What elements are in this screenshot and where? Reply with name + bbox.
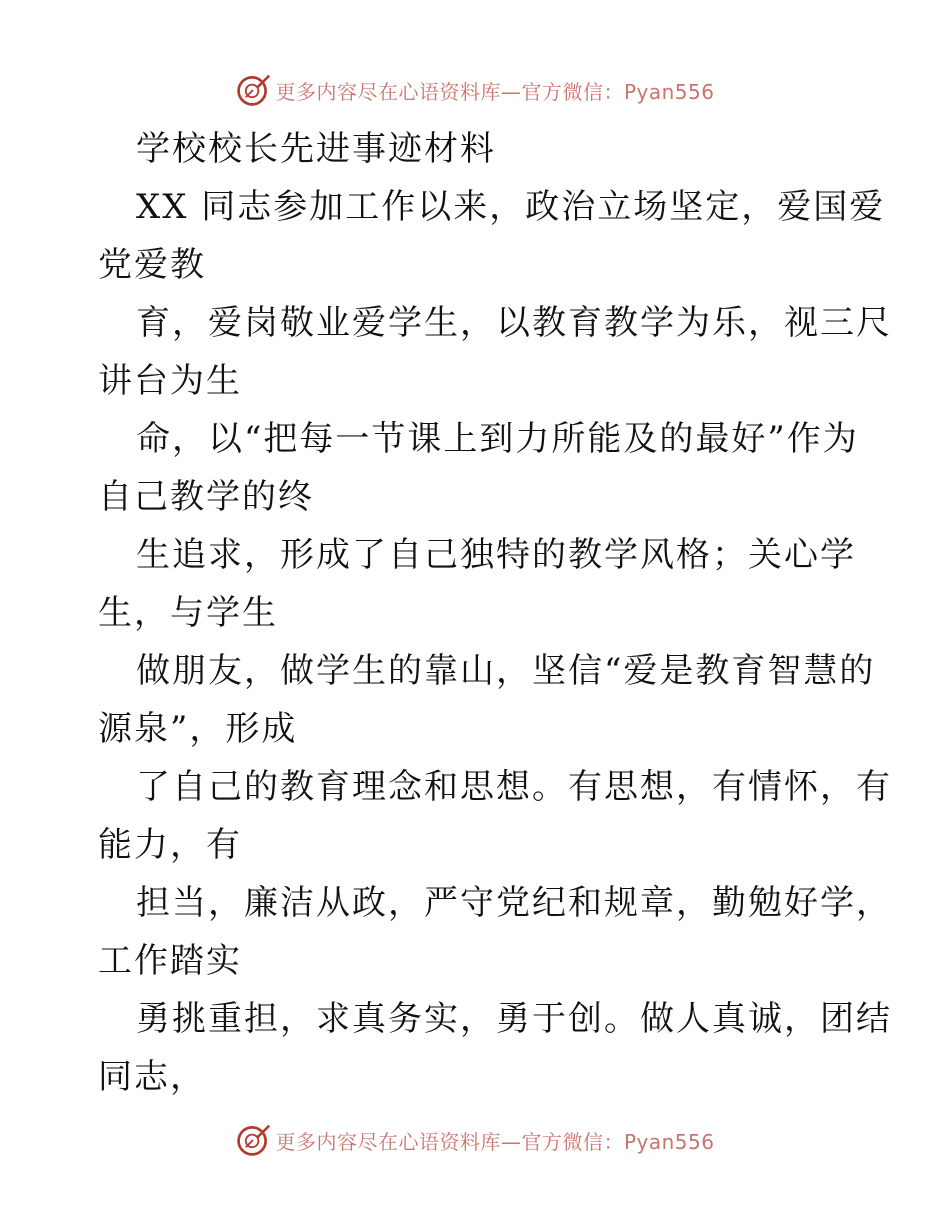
watermark-text: 更多内容尽在心语资料库—官方微信：Pyan556 <box>275 79 715 104</box>
document-body <box>98 120 892 1106</box>
footer-watermark <box>0 1120 950 1160</box>
pen-logo-icon <box>235 72 271 108</box>
paragraph-line: 了自己的教育理念和思想。有思想，有情怀，有 <box>136 767 892 807</box>
header-watermark <box>0 70 950 110</box>
paragraph-line: 自己教学的终 <box>98 477 314 517</box>
paragraph-line: 生追求，形成了自己独特的教学风格；关心学 <box>136 535 856 575</box>
paragraph-line: 命，以“把每一节课上到力所能及的最好”作为 <box>136 419 859 459</box>
watermark-text: 更多内容尽在心语资料库—官方微信：Pyan556 <box>275 1129 715 1154</box>
paragraph-line: XX 同志参加工作以来，政治立场坚定，爱国爱 <box>136 187 886 227</box>
paragraph-line: 做朋友，做学生的靠山，坚信“爱是教育智慧的 <box>136 651 876 691</box>
document-title: 学校校长先进事迹材料 <box>136 129 496 169</box>
paragraph-line: 育，爱岗敬业爱学生，以教育教学为乐，视三尺 <box>136 303 892 343</box>
paragraph-line: 生，与学生 <box>98 593 278 633</box>
paragraph-line: 勇挑重担，求真务实，勇于创。做人真诚，团结 <box>136 999 892 1039</box>
paragraph-line: 同志， <box>98 1057 206 1097</box>
paragraph-line: 党爱教 <box>98 245 206 285</box>
paragraph-line: 讲台为生 <box>98 361 242 401</box>
paragraph-line: 担当，廉洁从政，严守党纪和规章，勤勉好学， <box>136 883 892 923</box>
pen-logo-icon <box>235 1122 271 1158</box>
paragraph-line: 工作踏实 <box>98 941 242 981</box>
paragraph-line: 能力，有 <box>98 825 242 865</box>
paragraph-line: 源泉”，形成 <box>98 709 298 749</box>
